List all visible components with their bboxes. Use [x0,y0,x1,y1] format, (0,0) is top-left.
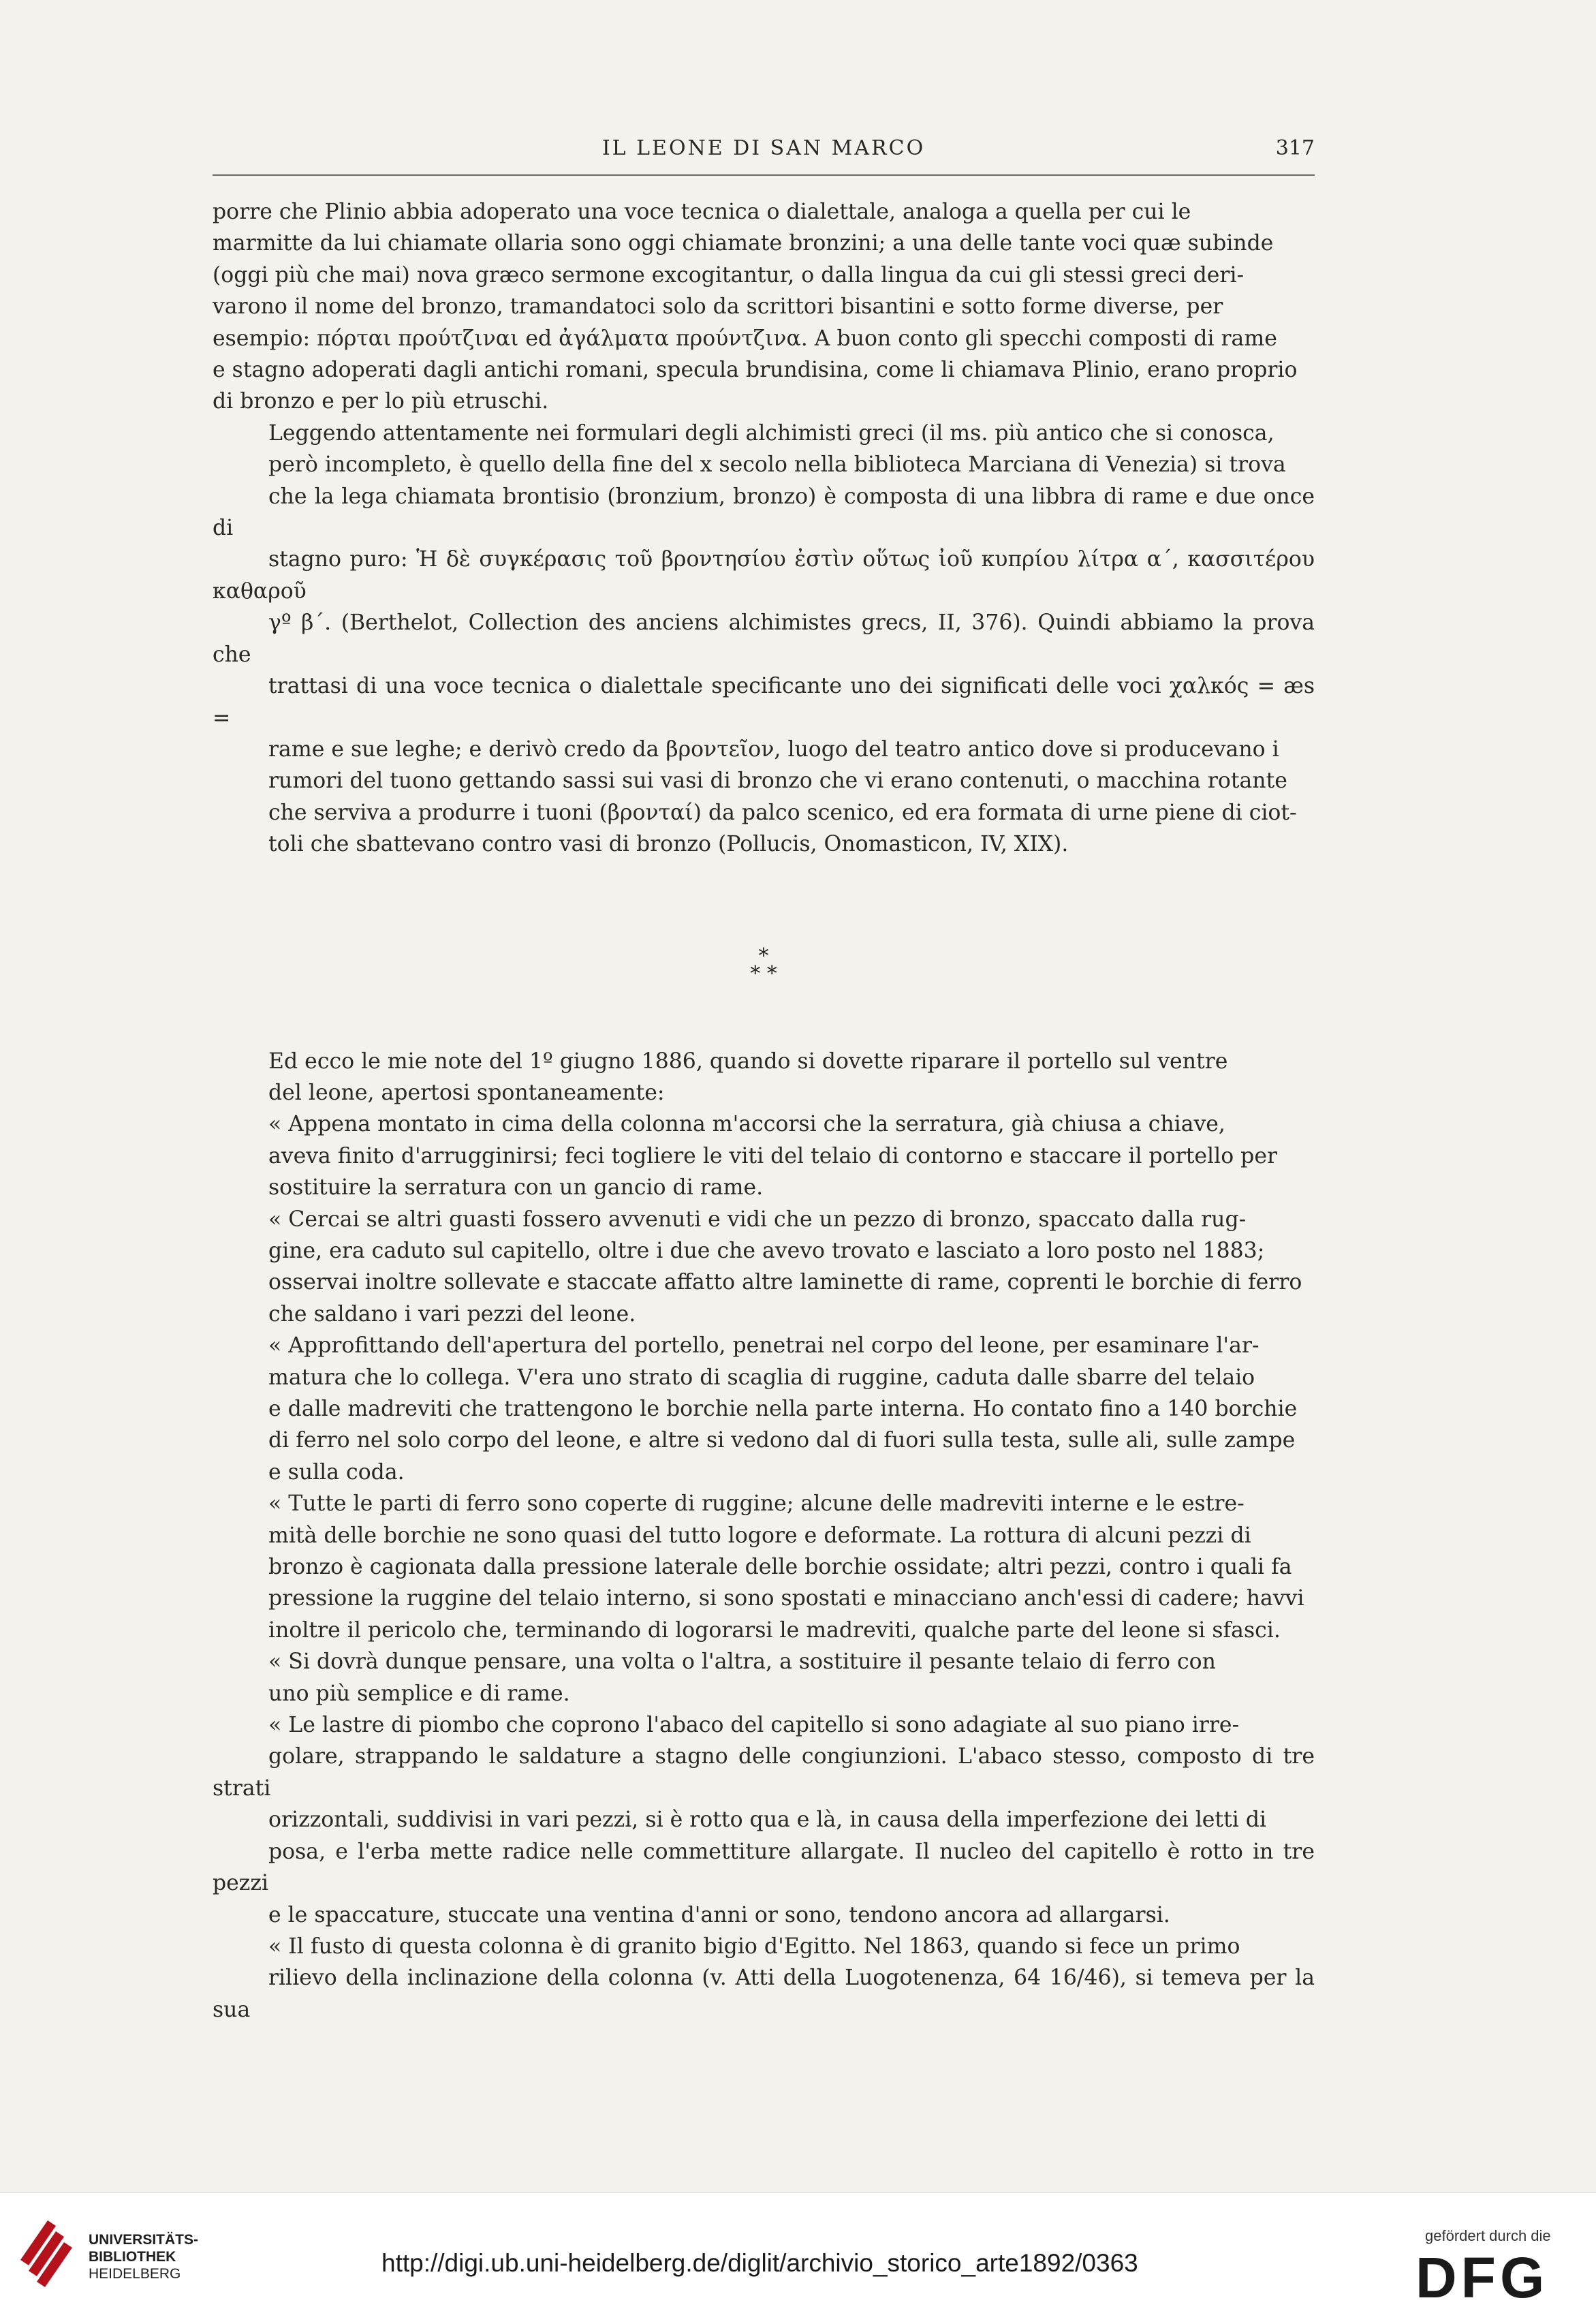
text-line: trattasi di una voce tecnica o dialettale specificante uno dei significati delle voci χαλκός = æs = [213,674,1315,730]
text-line: « Tutte le parti di ferro sono coperte di ruggine; alcune delle madreviti interne e le estre- [268,1491,1245,1517]
text-line: inoltre il pericolo che, terminando di logorarsi le madreviti, qualche parte del leone si sfasci. [268,1617,1281,1643]
text-line: γº β΄. (Berthelot, Collection des anciens alchimistes grecs, II, 376). Quindi abbiamo la prova che [213,610,1315,667]
text-line: matura che lo collega. V'era uno strato di scaglia di ruggine, caduta dalle sbarre del telaio [268,1365,1255,1390]
text-line: « Appena montato in cima della colonna m'accorsi che la serratura, già chiusa a chiave, [268,1112,1225,1137]
text-line: aveva finito d'arrugginirsi; feci togliere le viti del telaio di contorno e staccare il portello per [268,1143,1278,1168]
text-line: « Cercai se altri guasti fossero avvenuti e vidi che un pezzo di bronzo, spaccato dalla rug- [268,1207,1247,1232]
paragraph [213,1204,1315,1331]
text-line: però incompleto, è quello della fine del x secolo nella biblioteca Marciana di Venezia) si trova [268,452,1286,478]
text-line: « Il fusto di questa colonna è di granito bigio d'Egitto. Nel 1863, quando si fece un primo [268,1934,1240,1959]
paragraph [213,196,1315,418]
page-header [213,134,1315,176]
text-line: stagno puro: Ἡ δὲ συγκέρασις τοῦ βροντησίου ἐστὶν οὕτως ἰοῦ κυπρίου λίτρα α΄, κασσιτέρου καθαροῦ [213,547,1315,604]
paragraph [213,1488,1315,1646]
text-line: « Approfittando dell'apertura del portello, penetrai nel corpo del leone, per esaminare l'ar- [268,1333,1259,1359]
text-line: porre che Plinio abbia adoperato una voce tecnica o dialettale, analoga a quella per cui le [213,200,1191,224]
page-number: 317 [1275,136,1315,160]
text-line: marmitte da lui chiamate ollaria sono oggi chiamate bronzini; a una delle tante voci quæ subinde [213,231,1274,256]
text-line: rame e sue leghe; e derivò credo da βροντεῖον, luogo del teatro antico dove si producevano i [268,736,1279,762]
text-line: gine, era caduto sul capitello, oltre i due che avevo trovato e lasciato a loro posto nel 1883; [268,1238,1265,1263]
text-line: che saldano i vari pezzi del leone. [268,1301,636,1327]
text-line: (oggi più che mai) nova græco sermone excogitantur, o dalla lingua da cui gli stessi greci deri- [213,262,1245,288]
separator-asterisks-bottom: * * [750,961,777,986]
text-line: sostituire la serratura con un gancio di rame. [268,1175,764,1200]
text-line: posa, e l'erba mette radice nelle commettiture allargate. Il nucleo del capitello è rotto in tre pezzi [213,1839,1315,1896]
paragraph [213,1330,1315,1488]
text-line: e le spaccature, stuccate una ventina d'anni or sono, tendono ancora ad allargarsi. [268,1902,1170,1927]
library-name-line: UNIVERSITÄTS- [89,2232,199,2248]
library-name-line: HEIDELBERG [89,2266,181,2282]
library-name-line: BIBLIOTHEK [89,2249,176,2265]
text-line: uno più semplice e di rame. [268,1681,570,1706]
body-text [213,196,1315,2026]
university-library-name [89,2231,198,2282]
digitization-footer [0,2192,1596,2311]
text-line: toli che sbattevano contro vasi di bronzo (Pollucis, Onomasticon, IV, XIX). [268,832,1069,857]
text-line: e sulla coda. [268,1459,405,1485]
permalink-url[interactable]: http://digi.ub.uni-heidelberg.de/diglit/archivio_storico_arte1892/0363 [381,2249,1138,2277]
text-line: del leone, apertosi spontaneamente: [268,1080,665,1105]
paragraph [213,1108,1315,1203]
text-line: golare, strappando le saldature a stagno delle congiunzioni. L'abaco stesso, composto di tre strati [213,1744,1315,1801]
text-line: rilievo della inclinazione della colonna (v. Atti della Luogotenenza, 64 16/46), si temeva per la sua [213,1966,1315,2022]
funded-by-label: gefördert durch die [1425,2227,1551,2244]
text-line: « Le lastre di piombo che coprono l'abaco del capitello si sono adagiate al suo piano irre- [268,1713,1240,1738]
text-line: rumori del tuono gettando sassi sui vasi di bronzo che vi erano contenuti, o macchina rotante [268,769,1287,794]
paragraph [213,1709,1315,1931]
separator-asterisk-top: * [758,944,769,968]
text-line: esempio: πόρται προύτζιναι ed ἀγάλματα προύντζινα. A buon conto gli specchi composti di rame [213,326,1277,351]
text-line: e stagno adoperati dagli antichi romani, specula brundisina, come li chiamava Plinio, erano proprio [213,358,1298,383]
text-line: bronzo è cagionata dalla pressione laterale delle borchie ossidate; altri pezzi, contro i quali fa [268,1555,1292,1580]
text-line: « Si dovrà dunque pensare, una volta o l'altra, a sostituire il pesante telaio di ferro con [268,1649,1216,1675]
text-line: Ed ecco le mie note del 1º giugno 1886, quando si dovette riparare il portello sul ventre [268,1049,1228,1074]
text-line: che serviva a produrre i tuoni (βρονταί) da palco scenico, ed era formata di urne piene di ciot- [268,800,1297,825]
text-line: mità delle borchie ne sono quasi del tutto logore e deformate. La rottura di alcuni pezzi di [268,1523,1251,1548]
text-line: osservai inoltre sollevate e staccate affatto altre laminette di rame, coprenti le borchie di ferro [268,1270,1302,1295]
text-line: di ferro nel solo corpo del leone, e altre si vedono dal di fuori sulla testa, sulle ali, sulle zampe [268,1428,1296,1453]
text-line: orizzontali, suddivisi in vari pezzi, si è rotto qua e là, in causa della imperfezione dei letti di [268,1808,1267,1833]
paragraph [213,1046,1315,1109]
university-library-logo-icon [15,2212,78,2289]
text-line: e dalle madreviti che trattengono le borchie nella parte interna. Ho contato fino a 140 borchie [268,1397,1298,1421]
text-line: varono il nome del bronzo, tramandatoci solo da scrittori bisantini e sotto forme diverse, per [213,294,1223,320]
paragraph [213,1646,1315,1709]
paragraph [213,1931,1315,2026]
text-line: Leggendo attentamente nei formulari degli alchimisti greci (il ms. più antico che si conosca, [268,420,1274,446]
running-title: IL LEONE DI SAN MARCO [601,136,926,160]
text-line: pressione la ruggine del telaio interno, si sono spostati e minacciano anch'essi di cadere; havvi [268,1586,1304,1611]
text-line: che la lega chiamata brontisio (bronzium, bronzo) è composta di una libbra di rame e due once di [213,484,1315,541]
section-separator [213,944,1315,986]
text-line: di bronzo e per lo più etruschi. [213,389,549,414]
paragraph [213,418,1315,860]
dfg-logo: DFG [1415,2246,1549,2310]
